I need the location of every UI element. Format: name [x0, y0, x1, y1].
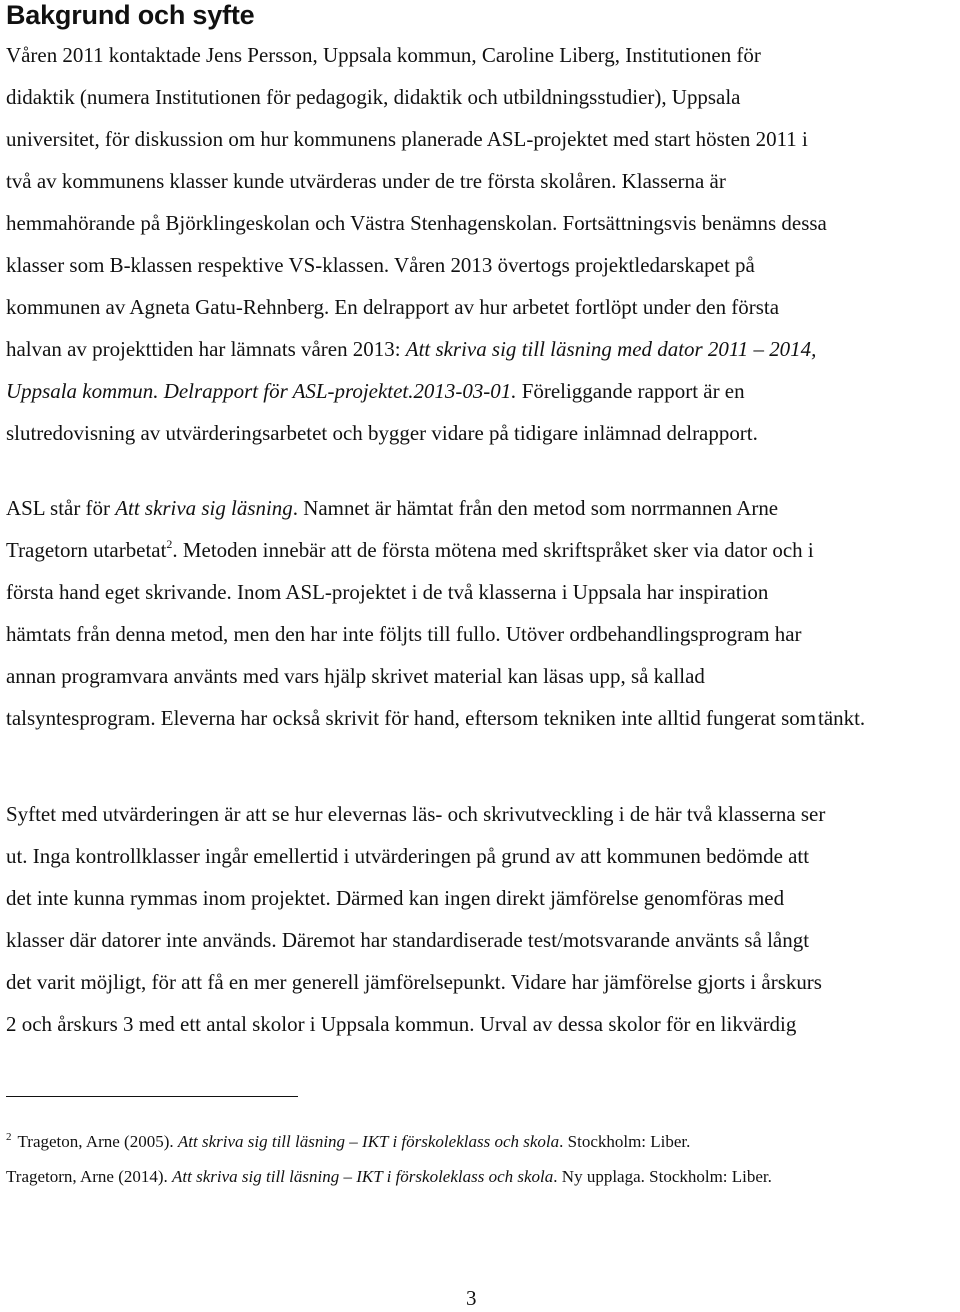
text-line [6, 370, 745, 412]
text-run: slutredovisning av utvärderingsarbetet och bygger vidare på tidigare inlämnad delrapport. [6, 421, 758, 445]
paragraph-background [6, 34, 954, 454]
text-run: Våren 2011 kontaktade Jens Persson, Uppsala kommun, Caroline Liberg, Institutionen för [6, 43, 761, 67]
text-run: två av kommunens klasser kunde utvärderas under de tre första skolåren. Klasserna är [6, 169, 726, 193]
italic-text: Uppsala kommun. Delrapport för ASL-projektet.2013-03-01. [6, 379, 517, 403]
text-line [6, 118, 808, 160]
text-line [6, 244, 755, 286]
footnote-trageton-2005 [6, 1131, 690, 1153]
text-run: ASL står för [6, 496, 116, 520]
text-line [6, 160, 726, 202]
text-run: halvan av projekttiden har lämnats våren 2013: [6, 337, 406, 361]
text-line [6, 613, 802, 655]
text-run: Trageton, Arne (2005). [17, 1132, 178, 1151]
text-line [6, 961, 822, 1003]
footnote-marker: 2 [6, 1131, 12, 1143]
text-run: första hand eget skrivande. Inom ASL-projektet i de två klasserna i Uppsala har inspiration [6, 580, 769, 604]
text-run: ut. Inga kontrollklasser ingår emellertid i utvärderingen på grund av att kommunen bedömde att [6, 844, 810, 868]
italic-text: Att skriva sig läsning [115, 496, 293, 520]
text-run: . Namnet är hämtat från den metod som norrmannen Arne [292, 496, 779, 520]
text-run: . Metoden innebär att de första mötena med skriftspråket sker via dator och i [172, 538, 814, 562]
text-line [6, 793, 825, 835]
text-line [6, 202, 827, 244]
text-line [6, 571, 768, 613]
text-run: hämtats från denna metod, men den har inte följts till fullo. Utöver ordbehandlingsprogram har [6, 622, 802, 646]
footnote-separator [6, 1096, 298, 1097]
text-run: klasser där datorer inte används. Däremot har standardiserade test/motsvarande använts så långt [6, 928, 810, 952]
paragraph-asl-description [6, 487, 954, 739]
text-run: talsyntesprogram. Eleverna har också skrivit för hand, eftersom tekniken inte alltid fungerat som [6, 706, 817, 730]
footnote-marker: 2 [166, 537, 173, 551]
text-run: klasser som B-klassen respektive VS-klassen. Våren 2013 övertogs projektledarskapet på [6, 253, 755, 277]
text-line [6, 412, 758, 454]
text-run: kommunen av Agneta Gatu-Rehnberg. En delrapport av hur arbetet fortlöpt under den första [6, 295, 779, 319]
text-line [6, 487, 778, 529]
text-line [6, 655, 705, 697]
italic-text: Att skriva sig till läsning med dator 2011 – 2014, [405, 337, 817, 361]
text-run: hemmahörande på Björklingeskolan och Västra Stenhagenskolan. Fortsättningsvis benämns dessa [6, 211, 827, 235]
paragraph-purpose [6, 793, 954, 1045]
text-run: didaktik (numera Institutionen för pedagogik, didaktik och utbildningsstudier), Uppsala [6, 85, 741, 109]
text-line [6, 286, 779, 328]
text-line [6, 529, 814, 571]
text-run: det inte kunna rymmas inom projektet. Därmed kan ingen direkt jämförelse genomföras med [6, 886, 785, 910]
italic-text: Att skriva sig till läsning – IKT i förskoleklass och skola [172, 1167, 554, 1186]
text-line [6, 919, 809, 961]
text-line [6, 328, 816, 370]
text-run: det varit möjligt, för att få en mer generell jämförelsepunkt. Vidare har jämförelse gjorts i årskurs [6, 970, 822, 994]
text-line [6, 697, 816, 739]
text-run: . Stockholm: Liber. [559, 1132, 691, 1151]
text-run: . Ny upplaga. Stockholm: Liber. [553, 1167, 772, 1186]
text-run: universitet, för diskussion om hur kommunens planerade ASL-projektet med start hösten 2011 i [6, 127, 808, 151]
text-line [6, 1003, 796, 1045]
text-run: Tragetorn, Arne (2014). [6, 1167, 173, 1186]
text-run: tänkt. [817, 706, 865, 730]
footnote-tragetorn-2014 [6, 1166, 772, 1188]
text-run: Tragetorn utarbetat [6, 538, 167, 562]
text-run: annan programvara använts med vars hjälp skrivet material kan läsas upp, så kallad [6, 664, 705, 688]
italic-text: Att skriva sig till läsning – IKT i förskoleklass och skola [177, 1132, 560, 1151]
text-run: Föreliggande rapport är en [516, 379, 745, 403]
text-line [6, 835, 809, 877]
text-line [6, 76, 740, 118]
page-number: 3 [466, 1286, 477, 1310]
text-line [6, 34, 761, 76]
section-heading: Bakgrund och syfte [6, 0, 255, 30]
text-run: Syftet med utvärderingen är att se hur elevernas läs- och skrivutveckling i de här två klasserna ser [6, 802, 826, 826]
text-run: 2 och årskurs 3 med ett antal skolor i Uppsala kommun. Urval av dessa skolor för en likvärdig [6, 1012, 797, 1036]
text-line [818, 697, 865, 739]
text-line [6, 877, 784, 919]
